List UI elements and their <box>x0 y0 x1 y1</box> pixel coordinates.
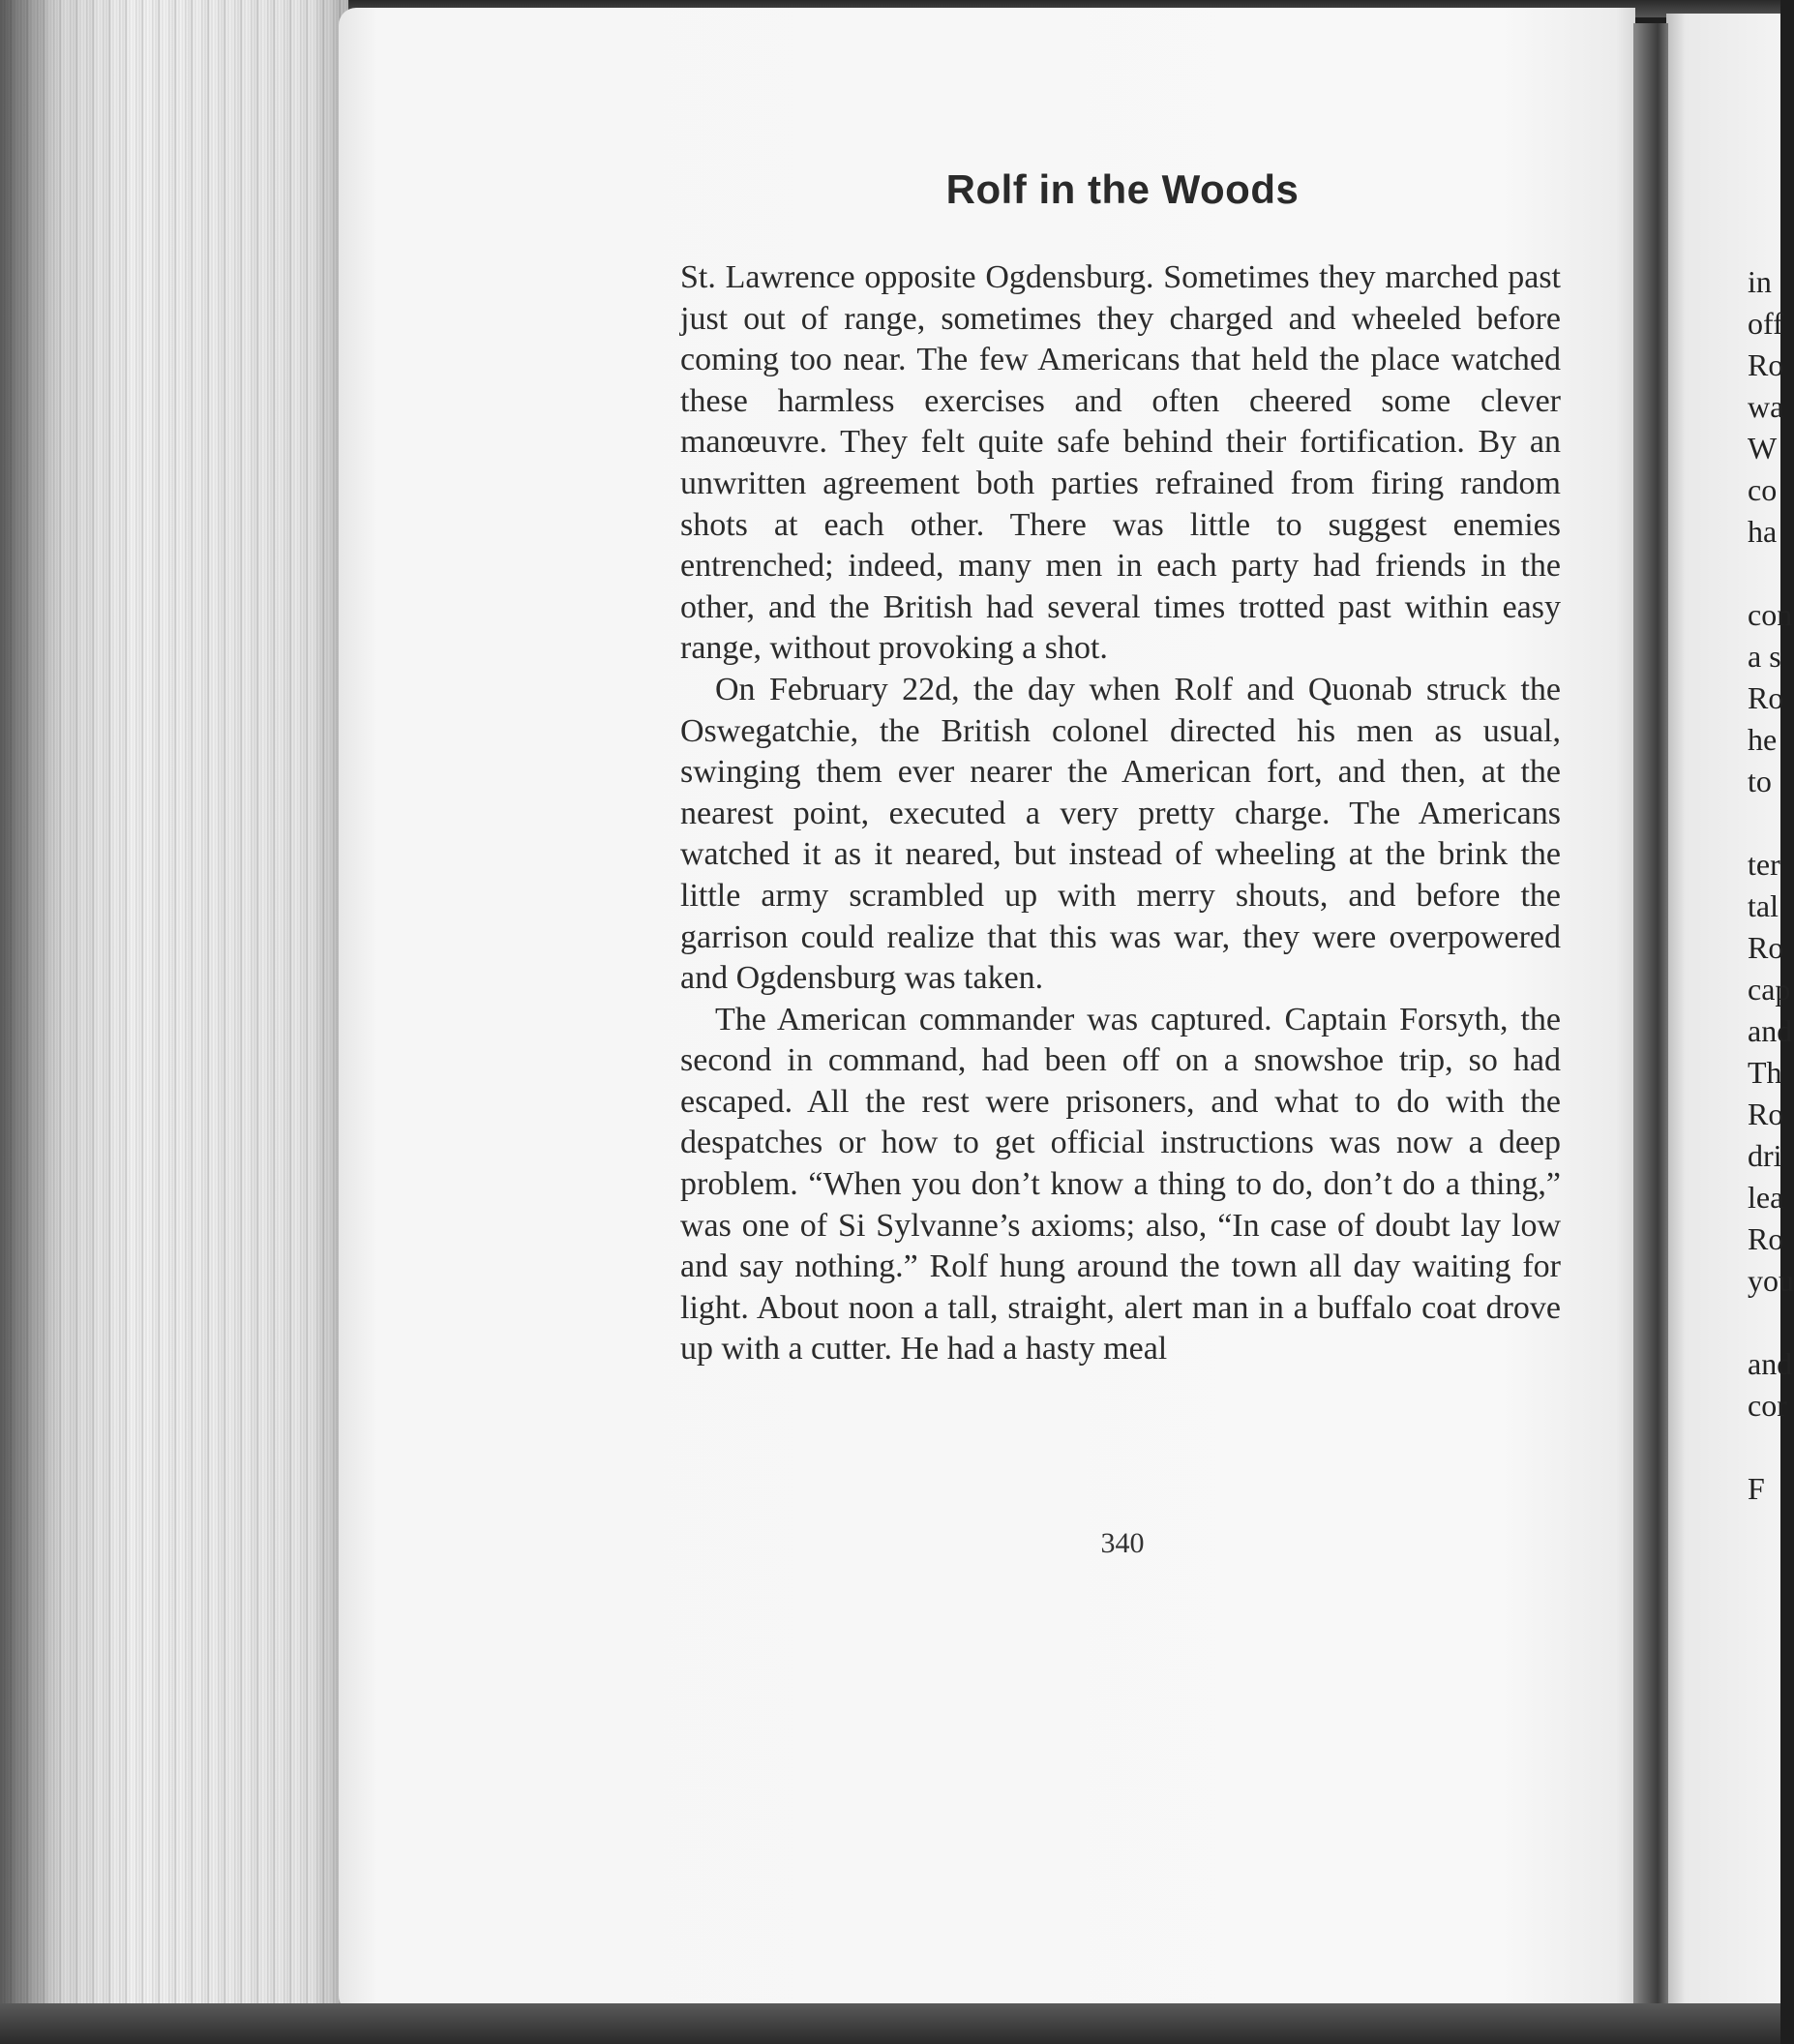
facing-line: tal <box>1748 888 1779 923</box>
book-page-edges <box>0 0 348 2044</box>
paragraph: St. Lawrence opposite Ogdensburg. Sometimes they marched past just out of range, sometimes they charged and wheeled before coming too near. The few Americans that held the place watched these harmless exercises and often cheered some clever manœuvre. They felt quite safe behind their fortification. By an unwritten agreement both parties refrained from firing random shots at each other. There was little to suggest enemies entrenched; indeed, many men in each party had friends in the other, and the British had several times trotted past within easy range, without provoking a shot. <box>680 259 1561 667</box>
facing-line: Ro <box>1748 1097 1784 1131</box>
facing-line: co <box>1748 472 1778 507</box>
facing-line <box>1748 553 1786 594</box>
facing-line <box>1748 1302 1786 1343</box>
facing-page-text <box>1748 261 1794 1510</box>
facing-line: Ro <box>1748 680 1784 715</box>
running-head: Rolf in the Woods <box>945 166 1300 212</box>
facing-line: ha <box>1748 514 1778 549</box>
page-body <box>680 257 1561 1370</box>
facing-line: W <box>1748 431 1778 466</box>
paragraph: The American commander was captured. Captain Forsyth, the second in command, had been off on a snowshoe trip, so had escaped. All the rest were prisoners, and what to do with the despatches or how to get official instructions was now a deep problem. “When you don’t know a thing to do, don’t do a thing,” was one of Si Sylvanne’s axioms; also, “In case of doubt lay low and say nothing.” Rolf hung around the town all day waiting for light. About noon a tall, straight, alert man in a buffalo coat drove up with a cutter. He had a hasty meal <box>680 1001 1561 1368</box>
facing-line: you <box>1748 1263 1794 1298</box>
facing-line: F <box>1748 1471 1765 1506</box>
facing-line: and <box>1748 1346 1793 1381</box>
facing-line: in <box>1748 264 1772 299</box>
facing-line <box>1748 802 1786 844</box>
book-gutter <box>1633 23 1668 2007</box>
paragraph: On February 22d, the day when Rolf and Quonab struck the Oswegatchie, the British colonel directed his men as usual, swinging them ever nearer the American fort, and then, at the nearest point, executed a very pretty charge. The Americans watched it as it neared, but instead of wheeling at the brink the little army scrambled up with merry shouts, and before the garrison could realize that this was war, they were overpowered and Ogdensburg was taken. <box>680 671 1561 997</box>
facing-line: Ro <box>1748 347 1784 382</box>
facing-line: off <box>1748 306 1783 341</box>
facing-line: cap <box>1748 972 1791 1007</box>
facing-line: wa <box>1748 389 1784 424</box>
facing-line: he <box>1748 722 1778 757</box>
book-bottom-edge <box>0 2003 1780 2044</box>
facing-line: ter <box>1748 847 1780 882</box>
facing-line: dri <box>1748 1138 1782 1173</box>
page-number: 340 <box>1100 1527 1145 1559</box>
facing-line: a s <box>1748 639 1781 674</box>
facing-line: and <box>1748 1013 1793 1048</box>
facing-line: Ro <box>1748 930 1784 965</box>
facing-line <box>1748 1427 1786 1468</box>
facing-line: con <box>1748 597 1793 632</box>
facing-line: to <box>1748 764 1772 798</box>
facing-line: Ro <box>1748 1221 1784 1256</box>
facing-line: Th <box>1748 1055 1782 1090</box>
facing-line: lea <box>1748 1180 1784 1215</box>
facing-line: cor <box>1748 1388 1787 1423</box>
